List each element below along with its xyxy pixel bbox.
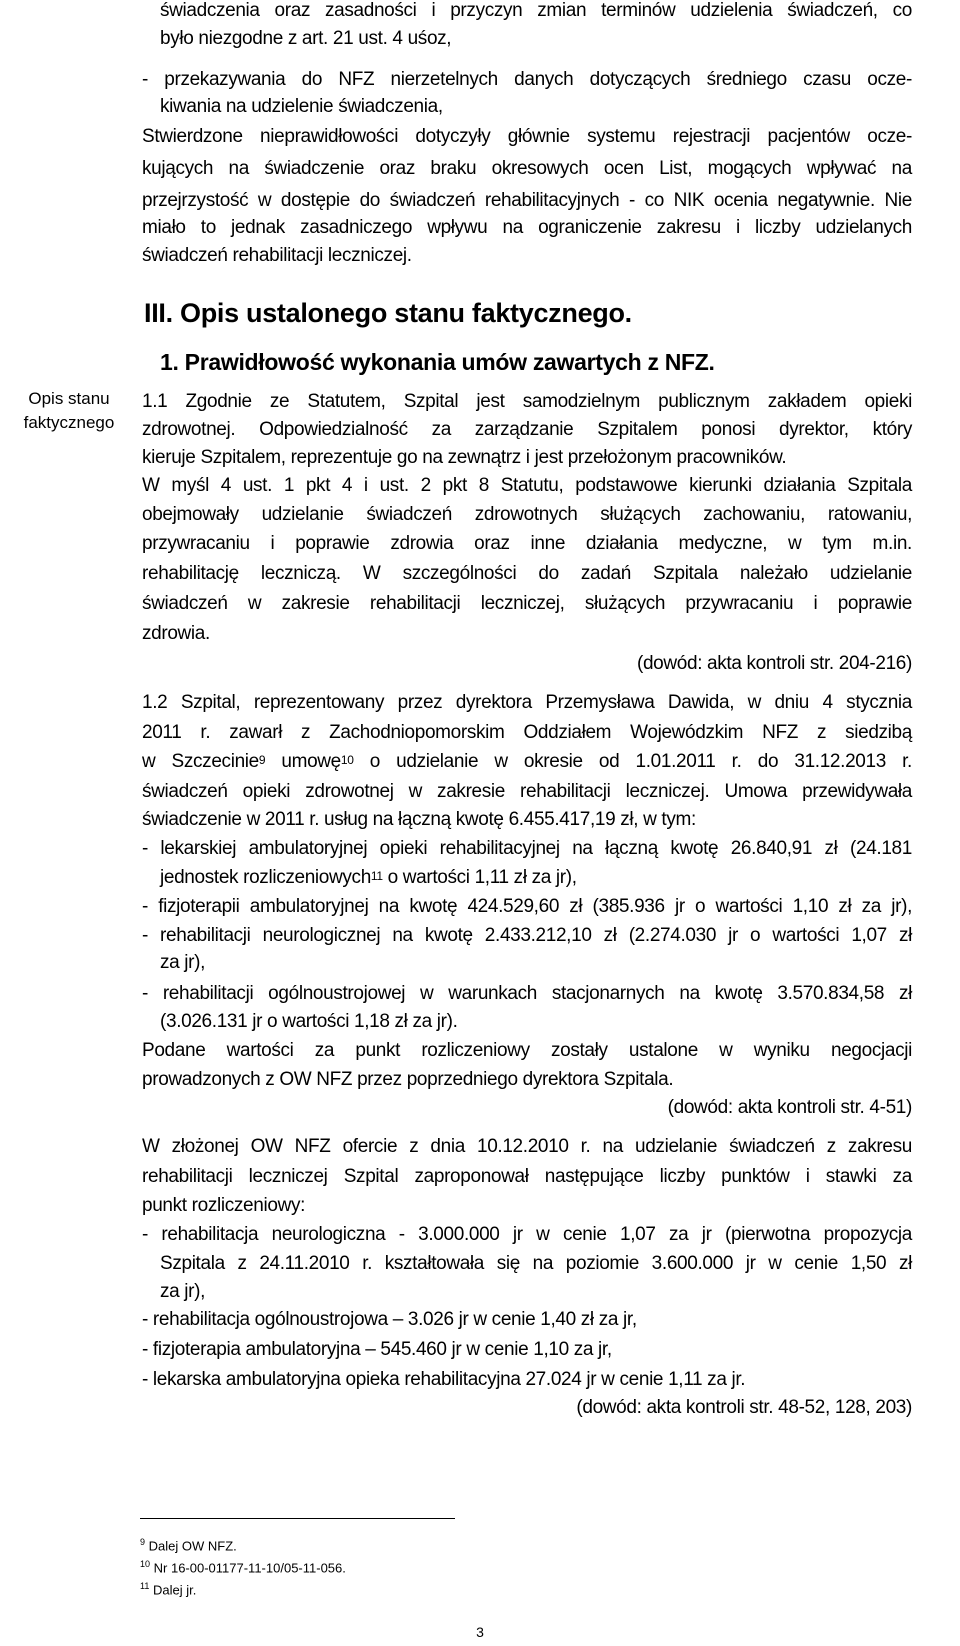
text-line: 1.2 Szpital, reprezentowany przez dyrektora Przemysława Dawida, w dniu 4 stycznia [142,692,912,713]
text-line: prowadzonych z OW NFZ przez poprzedniego dyrektora Szpitala. [142,1069,674,1090]
text-span: umowę [265,751,341,772]
text-line: przejrzystość w dostępie do świadczeń rehabilitacyjnych - co NIK ocenia negatywnie. Nie [142,190,912,211]
list-item: - rehabilitacji ogólnoustrojowej w warunkach stacjonarnych na kwotę 3.570.834,58 zł [142,983,912,1004]
footnote [140,1534,237,1554]
text-line: rehabilitację leczniczą. W szczególności do zadań Szpitala należało udzielanie [142,563,912,584]
text-span: w Szczecinie [142,751,259,772]
footnote-ref: 11 [370,869,383,883]
list-item: - lekarska ambulatoryjna opieka rehabilitacyjna 27.024 jr w cenie 1,11 za jr. [142,1369,746,1390]
evidence-note: (dowód: akta kontroli str. 4-51) [667,1097,912,1118]
footnote-ref: 10 [340,753,354,767]
footnote-divider [140,1518,455,1519]
text-line: świadczeń rehabilitacji leczniczej. [142,245,412,266]
text-line: przywracaniu i poprawie zdrowia oraz inne działania medyczne, w tym m.in. [142,533,912,554]
footnote-number: 11 [140,1581,150,1591]
text-line: obejmowały udzielanie świadczeń zdrowotnych służących zachowaniu, ratowaniu, [142,504,912,525]
text-line: (3.026.131 jr o wartości 1,18 zł za jr). [160,1011,458,1032]
list-item: - przekazywania do NFZ nierzetelnych danych dotyczących średniego czasu ocze- [142,69,912,90]
text-line: W złożonej OW NFZ ofercie z dnia 10.12.2010 r. na udzielanie świadczeń z zakresu [142,1136,912,1157]
footnote-text: Dalej jr. [152,1582,197,1598]
subsection-heading: 1. Prawidłowość wykonania umów zawartych z NFZ. [160,349,715,375]
footnote-number: 9 [140,1537,146,1547]
footnote [140,1556,346,1576]
text-line: Stwierdzone nieprawidłowości dotyczyły głównie systemu rejestracji pacjentów ocze- [142,126,912,147]
text-line: Szpitala z 24.11.2010 r. kształtowała się na poziomie 3.600.000 jr w cenie 1,50 zł [160,1253,912,1274]
evidence-note: (dowód: akta kontroli str. 48-52, 128, 203) [576,1397,912,1418]
text-line: kiwania na udzielenie świadczenia, [160,96,443,117]
evidence-note: (dowód: akta kontroli str. 204-216) [636,653,912,674]
text-line [160,867,577,889]
list-item: - fizjoterapia ambulatoryjna – 545.460 jr w cenie 1,10 za jr, [142,1339,612,1360]
text-line: świadczeń w zakresie rehabilitacji leczniczej, służących przywracaniu i poprawie [142,593,912,614]
margin-label: Opis stanu faktycznego [23,389,115,432]
text-line: kujących na świadczenie oraz braku okresowych ocen List, mogących wpływać na [142,158,912,179]
text-line [142,751,912,773]
text-line: za jr), [160,952,206,973]
footnote-ref: 9 [258,753,266,767]
page-number: 3 [476,1624,484,1640]
text-line: 1.1 Zgodnie ze Statutem, Szpital jest samodzielnym publicznym zakładem opieki [142,391,912,412]
text-line: za jr), [160,1281,206,1302]
text-line: punkt rozliczeniowy: [142,1195,306,1216]
text-line: świadczeń opieki zdrowotnej w zakresie rehabilitacji leczniczej. Umowa przewidywała [142,781,912,802]
list-item: - fizjoterapii ambulatoryjnej na kwotę 424.529,60 zł (385.936 jr o wartości 1,10 zł za jr), [142,896,912,917]
section-heading: III. Opis ustalonego stanu faktycznego. [144,298,632,328]
footnote [140,1578,196,1598]
footnote-number: 10 [140,1559,151,1569]
list-item: - rehabilitacji neurologicznej na kwotę 2.433.212,10 zł (2.274.030 jr o wartości 1,07 zł [142,925,912,946]
text-span: jednostek rozliczeniowych [160,867,371,888]
footnote-text: Nr 16-00-01177-11-10/05-11-056. [153,1560,346,1576]
text-line: Podane wartości za punkt rozliczeniowy zostały ustalone w wyniku negocjacji [142,1040,912,1061]
list-item: - rehabilitacja ogólnoustrojowa – 3.026 jr w cenie 1,40 zł za jr, [142,1309,637,1330]
text-line: miało to jednak zasadniczego wpływu na ograniczenie zakresu i liczby udzielanych [142,217,912,238]
text-span: o udzielanie w okresie od 1.01.2011 r. do 31.12.2013 r. [353,751,912,772]
footnote-text: Dalej OW NFZ. [148,1538,237,1554]
text-line: było niezgodne z art. 21 ust. 4 uśoz, [160,28,452,49]
text-line: W myśl 4 ust. 1 pkt 4 i ust. 2 pkt 8 Statutu, podstawowe kierunki działania Szpitala [142,475,912,496]
list-item: - lekarskiej ambulatoryjnej opieki rehabilitacyjnej na łączną kwotę 26.840,91 zł (24.181 [142,838,912,859]
text-line: świadczenia oraz zasadności i przyczyn zmian terminów udzielenia świadczeń, co [160,0,912,21]
text-line: zdrowia. [142,623,210,644]
text-line: świadczenie w 2011 r. usług na łączną kwotę 6.455.417,19 zł, w tym: [142,809,696,830]
list-item: - rehabilitacja neurologiczna - 3.000.000 jr w cenie 1,07 za jr (pierwotna propozycja [142,1224,912,1245]
text-line: 2011 r. zawarł z Zachodniopomorskim Oddziałem Wojewódzkim NFZ z siedzibą [142,722,912,743]
text-line: zdrowotnej. Odpowiedzialność za zarządzanie Szpitalem ponosi dyrektor, który [142,419,912,440]
text-line: kieruje Szpitalem, reprezentuje go na zewnątrz i jest przełożonym pracowników. [142,447,787,468]
text-span: o wartości 1,11 zł za jr), [382,867,577,888]
text-line: rehabilitacji leczniczej Szpital zaproponował następujące liczby punktów i stawki za [142,1166,912,1187]
